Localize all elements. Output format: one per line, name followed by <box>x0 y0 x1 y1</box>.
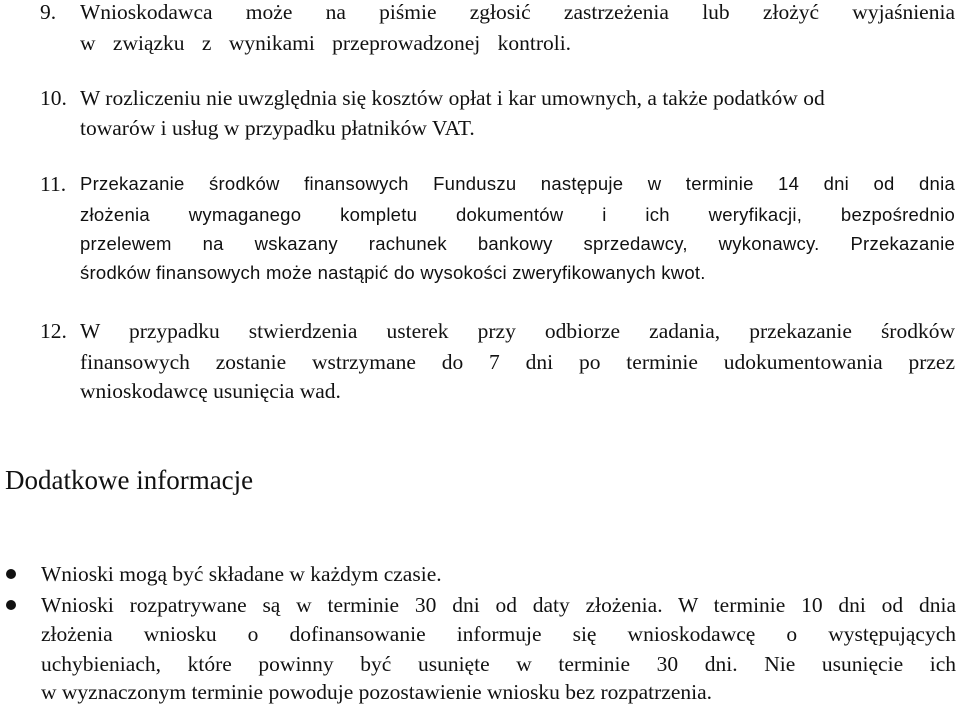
item-number: 11. <box>40 172 67 196</box>
item-text-line: W rozliczeniu nie uwzględnia się kosztów opłat i kar umownych, a także podatków od <box>80 86 825 110</box>
item-text-line: Przekazanie środków finansowych Funduszu następuje w terminie 14 dni od dnia <box>80 173 955 194</box>
item-text-line: środków finansowych może nastąpić do wysokości zweryfikowanych kwot. <box>80 262 706 283</box>
item-number: 9. <box>40 0 57 24</box>
item-text-line: w związku z wynikami przeprowadzonej kontroli. <box>80 31 572 55</box>
section-heading: Dodatkowe informacje <box>5 465 254 495</box>
bullet-text-line: złożenia wniosku o dofinansowanie informuje się wnioskodawcę o występujących <box>41 622 956 646</box>
bullet-text-line: Wnioski rozpatrywane są w terminie 30 dni od daty złożenia. W terminie 10 dni od dnia <box>41 593 956 617</box>
item-text-line: W przypadku stwierdzenia usterek przy odbiorze zadania, przekazanie środków <box>80 319 955 343</box>
bullet-text-line: w wyznaczonym terminie powoduje pozostawienie wniosku bez rozpatrzenia. <box>41 680 713 704</box>
item-text-line: Wnioskodawca może na piśmie zgłosić zastrzeżenia lub złożyć wyjaśnienia <box>80 0 955 24</box>
item-text-line: złożenia wymaganego kompletu dokumentów i ich weryfikacji, bezpośrednio <box>80 204 955 225</box>
item-text-line: wnioskodawcę usunięcia wad. <box>80 379 341 403</box>
item-number: 12. <box>40 319 67 343</box>
item-text-line: przelewem na wskazany rachunek bankowy sprzedawcy, wykonawcy. Przekazanie <box>80 233 955 254</box>
item-text-line: towarów i usług w przypadku płatników VAT. <box>80 116 475 140</box>
item-text-line: finansowych zostanie wstrzymane do 7 dni po terminie udokumentowania przez <box>80 350 955 374</box>
bullet-text-line: Wnioski mogą być składane w każdym czasie. <box>41 562 442 586</box>
bullet-icon <box>6 600 16 610</box>
bullet-text-line: uchybieniach, które powinny być usunięte w terminie 30 dni. Nie usunięcie ich <box>41 652 956 676</box>
bullet-icon <box>6 569 16 579</box>
item-number: 10. <box>40 86 67 110</box>
